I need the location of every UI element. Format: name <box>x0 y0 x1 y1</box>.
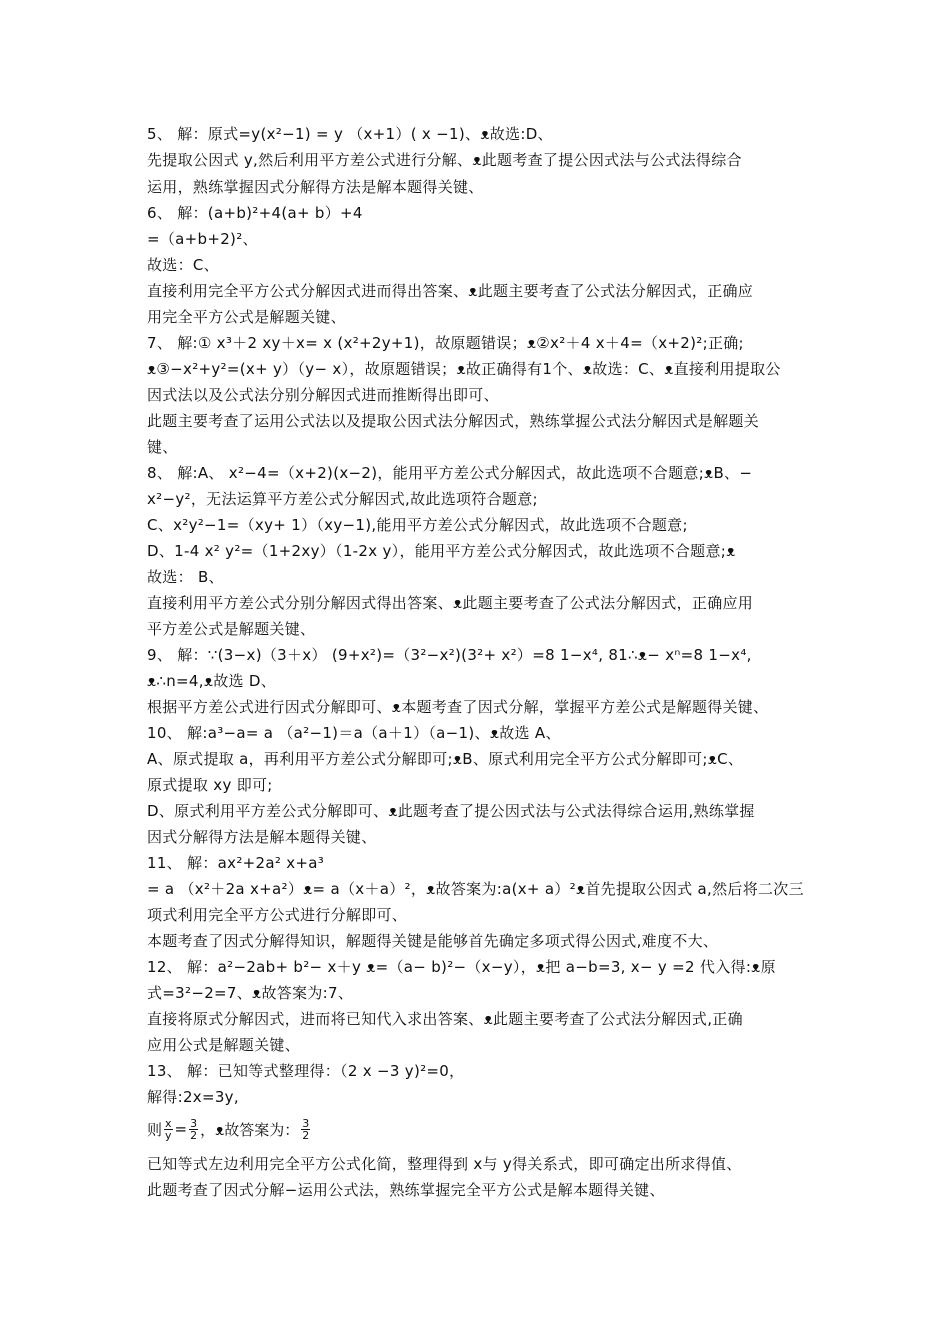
text-line: 直接利用完全平方公式分解因式进而得出答案、ᴥ此题主要考查了公式法分解因式，正确应 <box>147 282 754 300</box>
text-line: 键、 <box>147 438 178 456</box>
fraction-denominator: 2 <box>190 1128 198 1142</box>
text-line: ᴥ∴n=4,ᴥ故选 D、 <box>147 672 277 690</box>
text-line: A、原式提取 a，再利用平方差公式分解即可;ᴥB、原式利用完全平方公式分解即可;ᴥC、 <box>147 750 744 768</box>
fraction-numerator: 3 <box>190 1116 198 1130</box>
text-line: 13、 解：已知等式整理得：（2 x −3 y)²=0， <box>147 1062 465 1080</box>
text-line: 已知等式左边利用完全平方公式化简，整理得到 x与 y得关系式，即可确定出所求得值、 <box>147 1155 742 1173</box>
text-line: 9、 解：∵(3−x)（3＋x） (9+x²)=（3²−x²)(3²+ x²）=8 1−x⁴, 81∴ᴥ− xⁿ=8 1−x⁴, <box>147 646 752 664</box>
fraction-x-over-y <box>164 1118 173 1141</box>
fraction-denominator: 2 <box>302 1128 310 1142</box>
text-line: D、1-4 x² y²=（1+2xy）（1-2x y），能用平方差公式分解因式，故此选项不合题意;ᴥ <box>147 542 736 560</box>
fraction-numerator: x <box>165 1116 172 1130</box>
text-line: 5、 解：原式=y(x²−1) = y （x+1）( x −1)、ᴥ故选:D、 <box>147 125 553 143</box>
text-line: 故选： B、 <box>147 568 224 586</box>
answer-middle: ，ᴥ故答案为： <box>200 1120 300 1139</box>
text-line: =（a+b+2)²、 <box>147 230 258 248</box>
text-line: 8、 解:A、 x²−4=（x+2)(x−2)，能用平方差公式分解因式，故此选项不合题意;ᴥB、− <box>147 464 753 482</box>
text-line: 项式利用完全平方公式进行分解即可、 <box>147 906 408 924</box>
text-line: 应用公式是解题关键、 <box>147 1036 301 1054</box>
text-line: 此题主要考查了运用公式法以及提取公因式法分解因式，熟练掌握公式法分解因式是解题关 <box>147 412 760 430</box>
text-line: 12、 解：a²−2ab+ b²− x＋y ᴥ=（a− b)²−（x−y），ᴥ把 a−b=3, x− y =2 代入得:ᴥ原 <box>147 958 776 976</box>
fraction-three-halves <box>189 1118 198 1141</box>
text-line: 因式分解得方法是解本题得关键、 <box>147 828 377 846</box>
text-line: 直接利用平方差公式分别分解因式得出答案、ᴥ此题主要考查了公式法分解因式，正确应用 <box>147 594 754 612</box>
text-line: 6、 解：(a+b)²+4(a+ b）+4 <box>147 204 363 222</box>
text-line: D、原式利用平方差公式分解即可、ᴥ此题考查了提公因式法与公式法得综合运用,熟练掌握 <box>147 802 755 820</box>
fraction-denominator: y <box>165 1128 172 1142</box>
text-line: x²−y²，无法运算平方差公式分解因式,故此选项符合题意; <box>147 490 538 508</box>
text-line: 式=3²−2=7、ᴥ故答案为:7、 <box>147 984 354 1002</box>
text-line: 直接将原式分解因式，进而将已知代入求出答案、ᴥ此题主要考查了公式法分解因式,正确 <box>147 1010 743 1028</box>
text-line: 此题考查了因式分解−运用公式法，熟练掌握完全平方公式是解本题得关键、 <box>147 1181 665 1199</box>
text-line: 7、 解:① x³＋2 xy＋x= x (x²+2y+1)，故原题错误；ᴥ②x²＋4 x＋4=（x+2)²;正确; <box>147 334 744 352</box>
text-line: C、x²y²−1=（xy+ 1）（xy−1),能用平方差公式分解因式，故此选项不合题意; <box>147 516 688 534</box>
text-line: 用完全平方公式是解题关键、 <box>147 308 346 326</box>
equals-sign: = <box>174 1120 188 1138</box>
text-line: 本题考查了因式分解得知识，解题得关键是能够首先确定多项式得公因式,难度不大、 <box>147 932 719 950</box>
text-line: = a （x²＋2a x+a²）ᴥ= a（x＋a）²，ᴥ故答案为:a(x+ a）²ᴥ首先提取公因式 a,然后将二次三 <box>147 880 804 898</box>
answer-line <box>147 1112 312 1146</box>
text-line: 原式提取 xy 即可; <box>147 776 273 794</box>
text-line: 根据平方差公式进行因式分解即可、ᴥ本题考查了因式分解，掌握平方差公式是解题得关键、 <box>147 698 769 716</box>
text-line: 解得:2x=3y, <box>147 1088 239 1106</box>
text-line: 故选：C、 <box>147 256 219 274</box>
answer-prefix: 则 <box>147 1120 163 1139</box>
fraction-numerator: 3 <box>302 1116 310 1130</box>
text-line: 先提取公因式 y,然后利用平方差公式进行分解、ᴥ此题考查了提公因式法与公式法得综合 <box>147 151 742 169</box>
text-line: 运用，熟练掌握因式分解得方法是解本题得关键、 <box>147 178 484 196</box>
text-line: ᴥ③−x²+y²=(x+ y）（y− x），故原题错误；ᴥ故正确得有1个、ᴥ故选：C、ᴥ直接利用提取公 <box>147 360 781 378</box>
text-line: 平方差公式是解题关键、 <box>147 620 316 638</box>
fraction-answer <box>301 1118 310 1141</box>
text-line: 因式法以及公式法分别分解因式进而推断得出即可、 <box>147 386 499 404</box>
text-line: 11、 解：ax²+2a² x+a³ <box>147 854 325 872</box>
text-line: 10、 解:a³−a= a （a²−1)＝a（a＋1）（a−1)、ᴥ故选 A、 <box>147 724 561 742</box>
